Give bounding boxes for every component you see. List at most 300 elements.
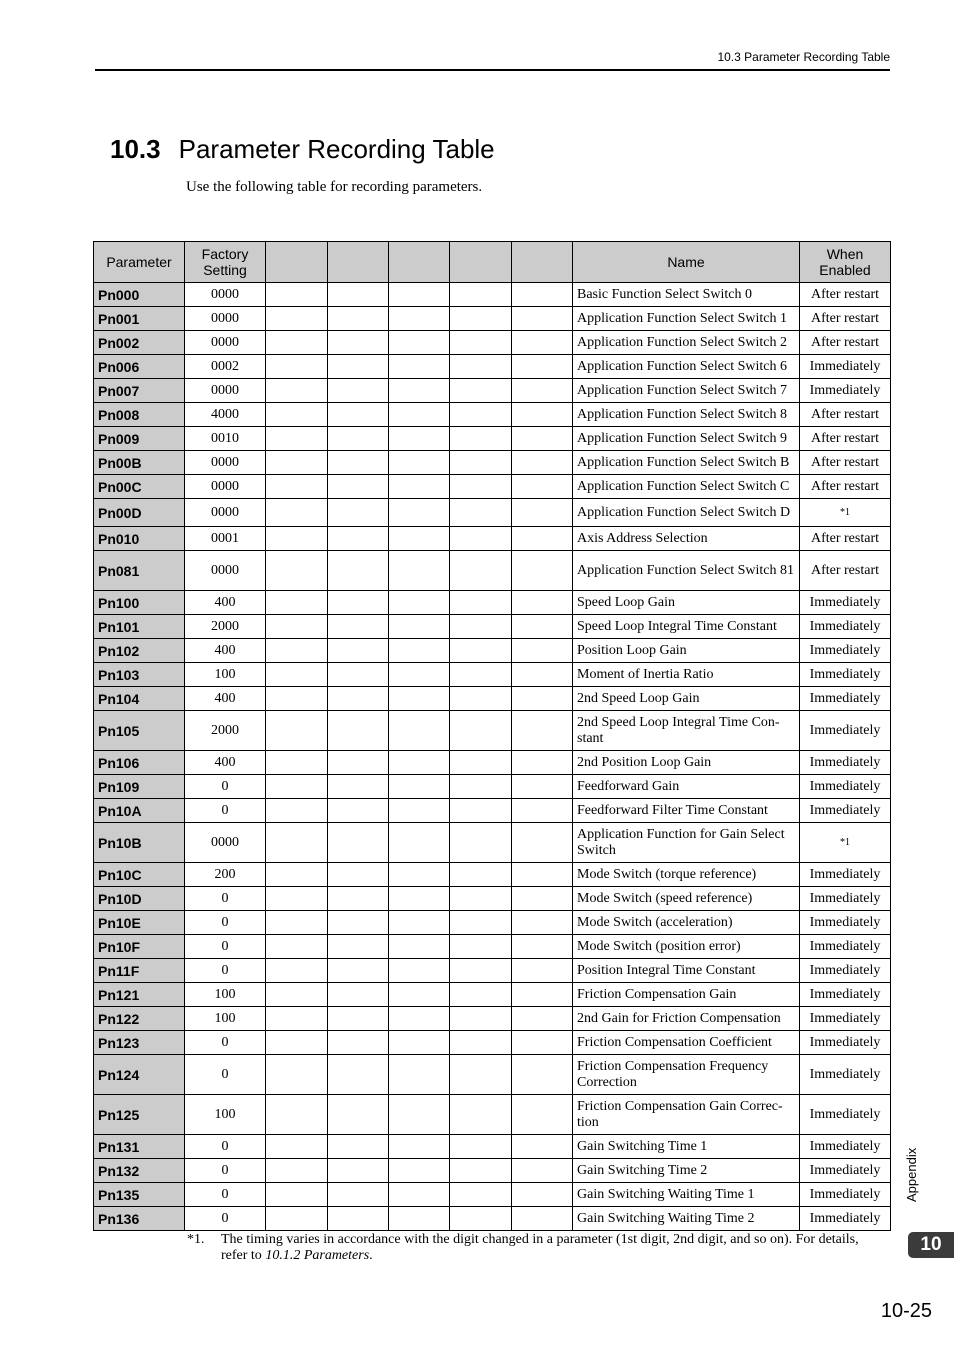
table-row <box>94 911 891 935</box>
recording-cell <box>266 1135 328 1159</box>
table-row <box>94 1159 891 1183</box>
parameter-number-cell: Pn10F <box>94 935 185 959</box>
factory-setting-cell: 0001 <box>185 527 266 551</box>
parameter-name-cell: Feedforward Filter Time Constant <box>573 799 800 823</box>
parameter-number-cell: Pn123 <box>94 1031 185 1055</box>
table-row <box>94 1007 891 1031</box>
header-blank <box>450 242 512 283</box>
recording-cell <box>512 307 573 331</box>
recording-cell <box>512 475 573 499</box>
factory-setting-cell: 0000 <box>185 823 266 863</box>
when-enabled-value: After restart <box>810 454 880 470</box>
recording-cell <box>328 863 389 887</box>
when-enabled-cell <box>800 983 891 1007</box>
recording-cell <box>389 775 450 799</box>
recording-cell <box>266 663 328 687</box>
parameter-number-cell: Pn103 <box>94 663 185 687</box>
recording-cell <box>512 1031 573 1055</box>
recording-cell <box>266 1159 328 1183</box>
table-row <box>94 1207 891 1231</box>
recording-cell <box>450 355 512 379</box>
recording-cell <box>450 1207 512 1231</box>
recording-cell <box>266 1031 328 1055</box>
recording-cell <box>266 355 328 379</box>
recording-cell <box>389 551 450 591</box>
recording-cell <box>389 1095 450 1135</box>
when-enabled-value: Immediately <box>809 722 881 738</box>
parameter-name-cell: Application Function Select Switch 9 <box>573 427 800 451</box>
when-enabled-value: Immediately <box>809 1138 881 1154</box>
chapter-tab: 10 <box>908 1232 954 1258</box>
recording-cell <box>450 427 512 451</box>
table-row <box>94 283 891 307</box>
recording-cell <box>450 283 512 307</box>
recording-cell <box>512 527 573 551</box>
parameter-name-cell: Application Function Select Switch 81 <box>573 551 800 591</box>
factory-setting-cell: 0000 <box>185 451 266 475</box>
when-enabled-value: Immediately <box>809 666 881 682</box>
when-enabled-cell <box>800 527 891 551</box>
recording-cell <box>450 799 512 823</box>
recording-cell <box>328 283 389 307</box>
parameter-name-cell: Speed Loop Gain <box>573 591 800 615</box>
parameter-name-cell: Application Function Select Switch 2 <box>573 331 800 355</box>
recording-cell <box>328 451 389 475</box>
recording-cell <box>389 1207 450 1231</box>
recording-cell <box>328 1095 389 1135</box>
recording-cell <box>266 823 328 863</box>
recording-cell <box>328 1159 389 1183</box>
parameter-name-cell: Application Function for Gain Select Switch <box>573 823 800 863</box>
recording-cell <box>328 639 389 663</box>
factory-setting-cell: 0 <box>185 1159 266 1183</box>
parameter-name-cell: Feedforward Gain <box>573 775 800 799</box>
parameter-number-cell: Pn10C <box>94 863 185 887</box>
parameter-name-cell: 2nd Speed Loop Integral Time Con-stant <box>573 711 800 751</box>
recording-cell <box>512 499 573 527</box>
recording-cell <box>389 751 450 775</box>
recording-cell <box>266 887 328 911</box>
parameter-name-cell: Application Function Select Switch 7 <box>573 379 800 403</box>
factory-setting-cell: 400 <box>185 687 266 711</box>
when-enabled-value: After restart <box>810 310 880 326</box>
when-enabled-value: Immediately <box>809 914 881 930</box>
recording-cell <box>450 1095 512 1135</box>
recording-cell <box>450 527 512 551</box>
when-enabled-cell <box>800 863 891 887</box>
factory-setting-cell: 4000 <box>185 403 266 427</box>
recording-cell <box>450 751 512 775</box>
when-enabled-cell <box>800 591 891 615</box>
header-blank <box>512 242 573 283</box>
table-row <box>94 823 891 863</box>
when-enabled-value: Immediately <box>809 690 881 706</box>
when-enabled-cell <box>800 1007 891 1031</box>
when-enabled-cell <box>800 935 891 959</box>
when-enabled-value: After restart <box>810 562 880 578</box>
recording-cell <box>450 823 512 863</box>
table-row <box>94 307 891 331</box>
parameter-number-cell: Pn10D <box>94 887 185 911</box>
parameter-name-cell: Friction Compensation Frequency Correction <box>573 1055 800 1095</box>
table-row <box>94 863 891 887</box>
header-blank <box>389 242 450 283</box>
when-enabled-cell <box>800 1055 891 1095</box>
parameter-name-cell: Moment of Inertia Ratio <box>573 663 800 687</box>
parameter-number-cell: Pn007 <box>94 379 185 403</box>
recording-cell <box>512 711 573 751</box>
table-row <box>94 663 891 687</box>
when-enabled-value: Immediately <box>809 802 881 818</box>
recording-cell <box>328 331 389 355</box>
recording-cell <box>389 499 450 527</box>
table-row <box>94 1095 891 1135</box>
factory-setting-cell: 0 <box>185 1135 266 1159</box>
when-enabled-cell <box>800 1095 891 1135</box>
factory-setting-cell: 0 <box>185 935 266 959</box>
parameter-number-cell: Pn135 <box>94 1183 185 1207</box>
parameter-name-cell: Mode Switch (acceleration) <box>573 911 800 935</box>
when-enabled-value: Immediately <box>809 986 881 1002</box>
parameter-name-cell: Friction Compensation Coefficient <box>573 1031 800 1055</box>
recording-cell <box>512 615 573 639</box>
factory-setting-cell: 200 <box>185 863 266 887</box>
factory-setting-cell: 0 <box>185 911 266 935</box>
factory-setting-cell: 0 <box>185 799 266 823</box>
parameter-number-cell: Pn100 <box>94 591 185 615</box>
recording-cell <box>389 799 450 823</box>
recording-cell <box>328 355 389 379</box>
recording-cell <box>389 663 450 687</box>
recording-cell <box>512 379 573 403</box>
recording-cell <box>266 307 328 331</box>
recording-cell <box>266 499 328 527</box>
recording-cell <box>389 451 450 475</box>
recording-cell <box>266 1183 328 1207</box>
when-enabled-value: Immediately <box>809 1210 881 1226</box>
when-enabled-value: Immediately <box>809 642 881 658</box>
recording-cell <box>389 615 450 639</box>
table-row <box>94 935 891 959</box>
recording-cell <box>266 283 328 307</box>
footnote-mark: *1. <box>187 1232 205 1247</box>
recording-cell <box>450 959 512 983</box>
recording-cell <box>512 775 573 799</box>
parameter-name-cell: Position Integral Time Constant <box>573 959 800 983</box>
section-title <box>110 132 495 166</box>
recording-cell <box>389 687 450 711</box>
footnote-reference: 10.1.2 Parameters <box>265 1248 370 1263</box>
when-enabled-cell <box>800 639 891 663</box>
when-enabled-value: Immediately <box>809 890 881 906</box>
recording-cell <box>389 1007 450 1031</box>
recording-cell <box>328 959 389 983</box>
footnote <box>187 1232 887 1264</box>
factory-setting-cell: 0 <box>185 1055 266 1095</box>
header-parameter: Parameter <box>94 242 185 283</box>
parameter-number-cell: Pn109 <box>94 775 185 799</box>
when-enabled-value: Immediately <box>809 1034 881 1050</box>
recording-cell <box>512 1007 573 1031</box>
recording-cell <box>328 983 389 1007</box>
when-enabled-value: Immediately <box>809 618 881 634</box>
parameter-name-cell: Application Function Select Switch 6 <box>573 355 800 379</box>
when-enabled-cell <box>800 403 891 427</box>
when-enabled-value: Immediately <box>809 778 881 794</box>
recording-cell <box>512 983 573 1007</box>
table-row <box>94 711 891 751</box>
when-enabled-cell <box>800 331 891 355</box>
parameter-number-cell: Pn006 <box>94 355 185 379</box>
recording-cell <box>450 1183 512 1207</box>
recording-cell <box>389 959 450 983</box>
recording-cell <box>450 451 512 475</box>
recording-cell <box>450 663 512 687</box>
parameter-number-cell: Pn002 <box>94 331 185 355</box>
table-row <box>94 799 891 823</box>
when-enabled-value: Immediately <box>809 962 881 978</box>
recording-cell <box>266 687 328 711</box>
table-row <box>94 1055 891 1095</box>
parameter-number-cell: Pn121 <box>94 983 185 1007</box>
when-enabled-value: After restart <box>810 334 880 350</box>
recording-cell <box>266 331 328 355</box>
recording-cell <box>512 663 573 687</box>
recording-cell <box>389 527 450 551</box>
factory-setting-cell: 0000 <box>185 307 266 331</box>
header-blank <box>266 242 328 283</box>
recording-cell <box>450 687 512 711</box>
recording-cell <box>512 1135 573 1159</box>
parameter-name-cell: 2nd Gain for Friction Compensation <box>573 1007 800 1031</box>
when-enabled-cell <box>800 959 891 983</box>
recording-cell <box>512 1055 573 1095</box>
recording-cell <box>328 663 389 687</box>
recording-cell <box>266 475 328 499</box>
when-enabled-cell <box>800 775 891 799</box>
parameter-number-cell: Pn125 <box>94 1095 185 1135</box>
parameter-name-cell: 2nd Position Loop Gain <box>573 751 800 775</box>
recording-cell <box>266 911 328 935</box>
when-enabled-cell <box>800 551 891 591</box>
recording-cell <box>328 551 389 591</box>
factory-setting-cell: 0000 <box>185 499 266 527</box>
table-row <box>94 1135 891 1159</box>
parameter-name-cell: Application Function Select Switch 8 <box>573 403 800 427</box>
parameter-number-cell: Pn132 <box>94 1159 185 1183</box>
recording-cell <box>450 1031 512 1055</box>
recording-cell <box>450 983 512 1007</box>
recording-cell <box>512 823 573 863</box>
recording-cell <box>450 1135 512 1159</box>
factory-setting-cell: 400 <box>185 639 266 663</box>
table-row <box>94 1183 891 1207</box>
when-enabled-value: After restart <box>810 406 880 422</box>
recording-cell <box>450 615 512 639</box>
recording-cell <box>328 379 389 403</box>
recording-cell <box>328 615 389 639</box>
recording-cell <box>266 751 328 775</box>
table-row <box>94 355 891 379</box>
parameter-name-cell: 2nd Speed Loop Gain <box>573 687 800 711</box>
table-row <box>94 983 891 1007</box>
recording-cell <box>328 591 389 615</box>
when-enabled-value: Immediately <box>809 1106 881 1122</box>
table-body <box>94 283 891 1231</box>
table-row <box>94 687 891 711</box>
table-row <box>94 427 891 451</box>
when-enabled-value: *1 <box>840 837 850 848</box>
header-when-enabled: When Enabled <box>800 242 891 283</box>
parameter-number-cell: Pn081 <box>94 551 185 591</box>
recording-cell <box>266 935 328 959</box>
section-title-text: Parameter Recording Table <box>178 134 495 164</box>
factory-setting-cell: 100 <box>185 1007 266 1031</box>
recording-cell <box>389 983 450 1007</box>
parameter-name-cell: Gain Switching Waiting Time 1 <box>573 1183 800 1207</box>
factory-setting-cell: 0000 <box>185 283 266 307</box>
factory-setting-cell: 0000 <box>185 475 266 499</box>
factory-setting-cell: 2000 <box>185 615 266 639</box>
recording-cell <box>328 887 389 911</box>
parameter-name-cell: Mode Switch (torque reference) <box>573 863 800 887</box>
table-row <box>94 775 891 799</box>
recording-cell <box>512 355 573 379</box>
when-enabled-cell <box>800 1183 891 1207</box>
recording-cell <box>450 863 512 887</box>
recording-cell <box>328 1207 389 1231</box>
when-enabled-value: Immediately <box>809 866 881 882</box>
recording-cell <box>450 911 512 935</box>
parameter-number-cell: Pn10A <box>94 799 185 823</box>
recording-cell <box>266 379 328 403</box>
recording-cell <box>512 1207 573 1231</box>
recording-cell <box>389 863 450 887</box>
when-enabled-cell <box>800 379 891 403</box>
recording-cell <box>328 751 389 775</box>
parameter-number-cell: Pn00C <box>94 475 185 499</box>
recording-cell <box>266 983 328 1007</box>
when-enabled-value: Immediately <box>809 382 881 398</box>
recording-cell <box>450 591 512 615</box>
when-enabled-value: After restart <box>810 530 880 546</box>
recording-cell <box>512 687 573 711</box>
recording-cell <box>450 331 512 355</box>
recording-cell <box>266 403 328 427</box>
recording-cell <box>266 1007 328 1031</box>
appendix-side-label: Appendix <box>904 1147 919 1202</box>
parameter-name-cell: Application Function Select Switch 1 <box>573 307 800 331</box>
parameter-name-cell: Mode Switch (position error) <box>573 935 800 959</box>
parameter-number-cell: Pn131 <box>94 1135 185 1159</box>
when-enabled-value: *1 <box>840 507 850 518</box>
factory-setting-cell: 0010 <box>185 427 266 451</box>
parameter-name-cell: Speed Loop Integral Time Constant <box>573 615 800 639</box>
when-enabled-value: Immediately <box>809 358 881 374</box>
recording-cell <box>266 1055 328 1095</box>
parameter-name-cell: Application Function Select Switch D <box>573 499 800 527</box>
recording-cell <box>450 475 512 499</box>
recording-cell <box>389 1183 450 1207</box>
table-row <box>94 451 891 475</box>
when-enabled-value: Immediately <box>809 938 881 954</box>
when-enabled-cell <box>800 1031 891 1055</box>
parameter-number-cell: Pn00D <box>94 499 185 527</box>
parameter-number-cell: Pn001 <box>94 307 185 331</box>
table-row <box>94 959 891 983</box>
recording-cell <box>389 711 450 751</box>
when-enabled-value: Immediately <box>809 1162 881 1178</box>
factory-setting-cell: 0 <box>185 1207 266 1231</box>
parameter-name-cell: Position Loop Gain <box>573 639 800 663</box>
recording-cell <box>389 639 450 663</box>
recording-cell <box>512 591 573 615</box>
recording-cell <box>328 1183 389 1207</box>
when-enabled-cell <box>800 1135 891 1159</box>
recording-cell <box>450 307 512 331</box>
parameter-number-cell: Pn122 <box>94 1007 185 1031</box>
recording-cell <box>328 687 389 711</box>
parameter-name-cell: Gain Switching Time 2 <box>573 1159 800 1183</box>
when-enabled-cell <box>800 1159 891 1183</box>
recording-cell <box>512 551 573 591</box>
table-row <box>94 527 891 551</box>
table-row <box>94 615 891 639</box>
recording-cell <box>328 1135 389 1159</box>
table-row <box>94 751 891 775</box>
recording-cell <box>266 451 328 475</box>
factory-setting-cell: 2000 <box>185 711 266 751</box>
factory-setting-cell: 100 <box>185 1095 266 1135</box>
recording-cell <box>328 711 389 751</box>
recording-cell <box>450 1159 512 1183</box>
footnote-text: The timing varies in accordance with the digit changed in a parameter (1st digit, 2nd digit, and so on). For details, refer to 10.1.2 Parameters. <box>221 1232 859 1263</box>
factory-setting-cell: 0000 <box>185 379 266 403</box>
recording-cell <box>328 427 389 451</box>
recording-cell <box>389 427 450 451</box>
recording-cell <box>266 639 328 663</box>
table-header-row <box>94 242 891 283</box>
parameter-recording-table <box>93 241 891 1231</box>
recording-cell <box>389 307 450 331</box>
recording-cell <box>512 863 573 887</box>
when-enabled-cell <box>800 687 891 711</box>
recording-cell <box>512 1183 573 1207</box>
recording-cell <box>450 639 512 663</box>
recording-cell <box>389 1055 450 1095</box>
parameter-number-cell: Pn010 <box>94 527 185 551</box>
recording-cell <box>328 475 389 499</box>
header-factory-setting: Factory Setting <box>185 242 266 283</box>
factory-setting-cell: 0000 <box>185 331 266 355</box>
recording-cell <box>512 799 573 823</box>
when-enabled-cell <box>800 283 891 307</box>
parameter-number-cell: Pn11F <box>94 959 185 983</box>
recording-cell <box>389 887 450 911</box>
recording-cell <box>328 499 389 527</box>
recording-cell <box>450 1055 512 1095</box>
when-enabled-value: Immediately <box>809 1066 881 1082</box>
parameter-number-cell: Pn000 <box>94 283 185 307</box>
recording-cell <box>266 1095 328 1135</box>
recording-cell <box>389 379 450 403</box>
when-enabled-cell <box>800 799 891 823</box>
recording-cell <box>266 1207 328 1231</box>
parameter-name-cell: Gain Switching Waiting Time 2 <box>573 1207 800 1231</box>
recording-cell <box>389 911 450 935</box>
factory-setting-cell: 400 <box>185 591 266 615</box>
when-enabled-cell <box>800 911 891 935</box>
